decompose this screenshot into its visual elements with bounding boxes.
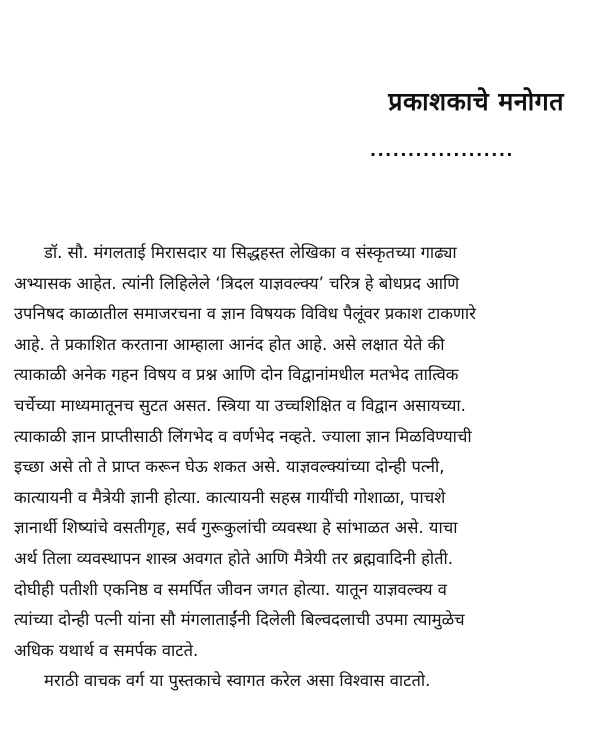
title-dotted-rule: ...................: [370, 141, 514, 160]
paragraph-line: इच्छा असे तो ते प्राप्त करून घेऊ शकत असे. याज्ञवल्क्यांच्या दोन्ही पत्नी,: [14, 457, 445, 477]
paragraph-line: अधिक यथार्थ व समर्पक वाटते.: [14, 640, 199, 660]
paragraph-line: त्याकाळी ज्ञान प्राप्तीसाठी लिंगभेद व वर्णभेद नव्हते. ज्याला ज्ञान मिळविण्याची: [14, 426, 472, 446]
paragraph-line: मराठी वाचक वर्ग या पुस्तकाचे स्वागत करेल असा विश्वास वाटतो.: [44, 671, 431, 691]
paragraph-line: कात्यायनी व मैत्रेयी ज्ञानी होत्या. कात्यायनी सहस्र गायींची गोशाळा, पाचशे: [14, 487, 446, 507]
paragraph-line: अभ्यासक आहेत. त्यांनी लिहिलेले ‘त्रिदल याज्ञवल्क्य’ चरित्र हे बोधप्रद आणि: [14, 273, 460, 293]
paragraph-line: ज्ञानार्थी शिष्यांचे वसतीगृह, सर्व गुरूकुलांची व्यवस्था हे सांभाळत असे. याचा: [14, 518, 458, 538]
paragraph-line: दोघीही पतीशी एकनिष्ठ व समर्पित जीवन जगत होत्या. यातून याज्ञवल्क्य व: [14, 579, 447, 599]
paragraph-line: त्याकाळी अनेक गहन विषय व प्रश्न आणि दोन विद्वानांमधील मतभेद तात्विक: [14, 365, 459, 385]
page-title: प्रकाशकाचे मनोगत: [388, 87, 564, 116]
paragraph-line: आहे. ते प्रकाशित करताना आम्हाला आनंद होत आहे. असे लक्षात येते की: [14, 334, 445, 354]
paragraph-line: उपनिषद काळातील समाजरचना व ज्ञान विषयक विविध पैलूंवर प्रकाश टाकणारे: [14, 304, 476, 324]
body-text: [14, 238, 584, 697]
paragraph-line: चर्चेच्या माध्यमातूनच सुटत असत. स्त्रिया या उच्चशिक्षित व विद्वान असायच्या.: [14, 395, 466, 415]
paragraph-line: त्यांच्या दोन्ही पत्नी यांना सौ मंगलाताईंनी दिलेली बिल्वदलाची उपमा त्यामुळेच: [14, 610, 465, 630]
paragraph-line: अर्थ तिला व्यवस्थापन शास्त्र अवगत होते आणि मैत्रेयी तर ब्रह्मवादिनी होती.: [14, 548, 454, 568]
paragraph-line: डॉ. सौ. मंगलताई मिरासदार या सिद्धहस्त लेखिका व संस्कृतच्या गाढ्या: [44, 243, 457, 262]
